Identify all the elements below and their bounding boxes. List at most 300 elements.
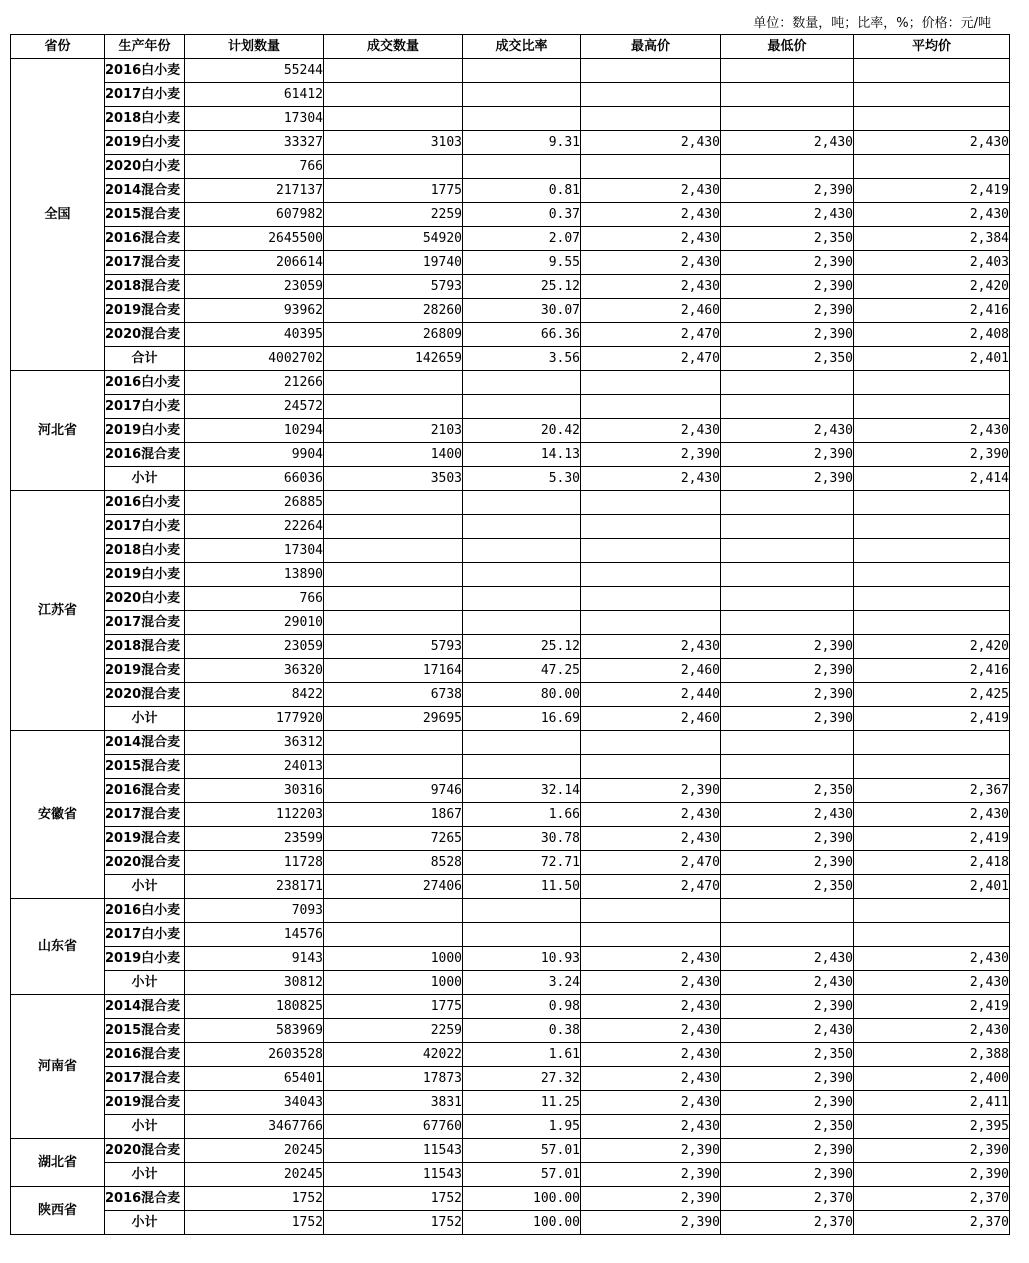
planned-quantity-cell: 29010 (185, 611, 324, 635)
average-price-cell: 2,430 (854, 971, 1010, 995)
lowest-price-cell (721, 899, 854, 923)
table-row (11, 803, 1010, 827)
average-price-cell (854, 515, 1010, 539)
trade-ratio-cell: 80.00 (463, 683, 581, 707)
province-cell: 河南省 (11, 995, 105, 1139)
traded-quantity-cell (324, 731, 463, 755)
highest-price-cell (581, 83, 721, 107)
production-year-cell: 2014混合麦 (105, 731, 185, 755)
highest-price-cell: 2,440 (581, 683, 721, 707)
highest-price-cell: 2,470 (581, 851, 721, 875)
highest-price-cell (581, 731, 721, 755)
highest-price-cell: 2,430 (581, 131, 721, 155)
header-traded-quantity: 成交数量 (324, 35, 463, 59)
table-row (11, 1019, 1010, 1043)
traded-quantity-cell: 54920 (324, 227, 463, 251)
traded-quantity-cell: 1000 (324, 971, 463, 995)
average-price-cell: 2,418 (854, 851, 1010, 875)
production-year-cell: 2017混合麦 (105, 251, 185, 275)
trade-ratio-cell: 11.50 (463, 875, 581, 899)
trade-ratio-cell: 30.07 (463, 299, 581, 323)
table-body (11, 59, 1010, 1235)
production-year-cell: 小计 (105, 1163, 185, 1187)
table-row (11, 419, 1010, 443)
province-cell: 安徽省 (11, 731, 105, 899)
traded-quantity-cell: 11543 (324, 1139, 463, 1163)
planned-quantity-cell: 93962 (185, 299, 324, 323)
average-price-cell: 2,420 (854, 635, 1010, 659)
table-row (11, 371, 1010, 395)
average-price-cell (854, 395, 1010, 419)
average-price-cell: 2,390 (854, 1163, 1010, 1187)
trade-ratio-cell (463, 539, 581, 563)
planned-quantity-cell: 24013 (185, 755, 324, 779)
planned-quantity-cell: 1752 (185, 1211, 324, 1235)
highest-price-cell: 2,430 (581, 995, 721, 1019)
production-year-cell: 2018混合麦 (105, 635, 185, 659)
trade-ratio-cell: 66.36 (463, 323, 581, 347)
planned-quantity-cell: 3467766 (185, 1115, 324, 1139)
production-year-cell: 2019混合麦 (105, 299, 185, 323)
trade-ratio-cell: 100.00 (463, 1187, 581, 1211)
average-price-cell (854, 539, 1010, 563)
average-price-cell: 2,430 (854, 803, 1010, 827)
highest-price-cell: 2,390 (581, 1187, 721, 1211)
planned-quantity-cell: 26885 (185, 491, 324, 515)
production-year-cell: 2017混合麦 (105, 803, 185, 827)
production-year-cell: 2020白小麦 (105, 155, 185, 179)
traded-quantity-cell: 29695 (324, 707, 463, 731)
planned-quantity-cell: 9904 (185, 443, 324, 467)
highest-price-cell: 2,390 (581, 779, 721, 803)
planned-quantity-cell: 1752 (185, 1187, 324, 1211)
lowest-price-cell: 2,390 (721, 275, 854, 299)
planned-quantity-cell: 30812 (185, 971, 324, 995)
planned-quantity-cell: 4002702 (185, 347, 324, 371)
production-year-cell: 2017白小麦 (105, 83, 185, 107)
lowest-price-cell: 2,430 (721, 947, 854, 971)
highest-price-cell: 2,430 (581, 1115, 721, 1139)
lowest-price-cell: 2,390 (721, 1067, 854, 1091)
lowest-price-cell (721, 611, 854, 635)
planned-quantity-cell: 23599 (185, 827, 324, 851)
lowest-price-cell: 2,390 (721, 299, 854, 323)
highest-price-cell (581, 395, 721, 419)
planned-quantity-cell: 17304 (185, 107, 324, 131)
province-cell: 全国 (11, 59, 105, 371)
trade-ratio-cell: 0.37 (463, 203, 581, 227)
traded-quantity-cell (324, 539, 463, 563)
production-year-cell: 2016白小麦 (105, 371, 185, 395)
production-year-cell: 2020混合麦 (105, 851, 185, 875)
average-price-cell: 2,419 (854, 827, 1010, 851)
traded-quantity-cell: 1867 (324, 803, 463, 827)
trade-ratio-cell: 3.56 (463, 347, 581, 371)
highest-price-cell (581, 539, 721, 563)
highest-price-cell (581, 515, 721, 539)
trade-ratio-cell (463, 899, 581, 923)
production-year-cell: 2016白小麦 (105, 491, 185, 515)
province-cell: 山东省 (11, 899, 105, 995)
average-price-cell: 2,390 (854, 1139, 1010, 1163)
production-year-cell: 2016混合麦 (105, 1187, 185, 1211)
planned-quantity-cell: 10294 (185, 419, 324, 443)
table-row (11, 827, 1010, 851)
average-price-cell: 2,370 (854, 1211, 1010, 1235)
average-price-cell: 2,395 (854, 1115, 1010, 1139)
table-row (11, 443, 1010, 467)
production-year-cell: 小计 (105, 467, 185, 491)
traded-quantity-cell (324, 923, 463, 947)
average-price-cell: 2,416 (854, 659, 1010, 683)
production-year-cell: 2019白小麦 (105, 563, 185, 587)
trade-ratio-cell: 0.38 (463, 1019, 581, 1043)
traded-quantity-cell: 19740 (324, 251, 463, 275)
highest-price-cell: 2,430 (581, 1043, 721, 1067)
lowest-price-cell: 2,390 (721, 995, 854, 1019)
auction-results-table (10, 34, 1010, 1235)
table-row (11, 83, 1010, 107)
traded-quantity-cell: 2259 (324, 1019, 463, 1043)
table-row (11, 395, 1010, 419)
trade-ratio-cell: 25.12 (463, 275, 581, 299)
traded-quantity-cell: 1775 (324, 995, 463, 1019)
planned-quantity-cell: 583969 (185, 1019, 324, 1043)
table-row (11, 59, 1010, 83)
table-row (11, 227, 1010, 251)
lowest-price-cell: 2,350 (721, 1043, 854, 1067)
traded-quantity-cell: 5793 (324, 275, 463, 299)
average-price-cell: 2,430 (854, 1019, 1010, 1043)
lowest-price-cell: 2,390 (721, 467, 854, 491)
trade-ratio-cell: 3.24 (463, 971, 581, 995)
highest-price-cell: 2,470 (581, 875, 721, 899)
highest-price-cell: 2,430 (581, 1091, 721, 1115)
trade-ratio-cell (463, 611, 581, 635)
table-row (11, 563, 1010, 587)
average-price-cell: 2,430 (854, 947, 1010, 971)
traded-quantity-cell: 9746 (324, 779, 463, 803)
average-price-cell (854, 83, 1010, 107)
trade-ratio-cell: 1.95 (463, 1115, 581, 1139)
production-year-cell: 2017白小麦 (105, 923, 185, 947)
trade-ratio-cell: 20.42 (463, 419, 581, 443)
production-year-cell: 2018混合麦 (105, 275, 185, 299)
highest-price-cell: 2,390 (581, 1139, 721, 1163)
highest-price-cell: 2,430 (581, 971, 721, 995)
traded-quantity-cell: 42022 (324, 1043, 463, 1067)
planned-quantity-cell: 23059 (185, 275, 324, 299)
highest-price-cell (581, 371, 721, 395)
table-row (11, 1043, 1010, 1067)
highest-price-cell: 2,390 (581, 1211, 721, 1235)
production-year-cell: 2018白小麦 (105, 539, 185, 563)
traded-quantity-cell (324, 563, 463, 587)
planned-quantity-cell: 238171 (185, 875, 324, 899)
traded-quantity-cell (324, 155, 463, 179)
highest-price-cell (581, 611, 721, 635)
lowest-price-cell (721, 371, 854, 395)
planned-quantity-cell: 2603528 (185, 1043, 324, 1067)
table-row (11, 851, 1010, 875)
trade-ratio-cell: 0.81 (463, 179, 581, 203)
average-price-cell: 2,430 (854, 131, 1010, 155)
production-year-cell: 2014混合麦 (105, 179, 185, 203)
trade-ratio-cell: 1.66 (463, 803, 581, 827)
average-price-cell (854, 563, 1010, 587)
traded-quantity-cell: 1400 (324, 443, 463, 467)
trade-ratio-cell: 25.12 (463, 635, 581, 659)
traded-quantity-cell: 17164 (324, 659, 463, 683)
average-price-cell: 2,388 (854, 1043, 1010, 1067)
production-year-cell: 2017白小麦 (105, 515, 185, 539)
table-row (11, 491, 1010, 515)
production-year-cell: 2019混合麦 (105, 1091, 185, 1115)
traded-quantity-cell (324, 83, 463, 107)
average-price-cell: 2,400 (854, 1067, 1010, 1091)
highest-price-cell: 2,470 (581, 347, 721, 371)
average-price-cell: 2,430 (854, 419, 1010, 443)
trade-ratio-cell: 5.30 (463, 467, 581, 491)
highest-price-cell (581, 899, 721, 923)
traded-quantity-cell (324, 587, 463, 611)
lowest-price-cell (721, 515, 854, 539)
table-row (11, 899, 1010, 923)
planned-quantity-cell: 7093 (185, 899, 324, 923)
lowest-price-cell: 2,350 (721, 779, 854, 803)
traded-quantity-cell: 28260 (324, 299, 463, 323)
average-price-cell: 2,411 (854, 1091, 1010, 1115)
trade-ratio-cell (463, 107, 581, 131)
table-row (11, 323, 1010, 347)
trade-ratio-cell: 47.25 (463, 659, 581, 683)
table-row (11, 1067, 1010, 1091)
average-price-cell (854, 107, 1010, 131)
production-year-cell: 小计 (105, 875, 185, 899)
average-price-cell (854, 587, 1010, 611)
traded-quantity-cell: 27406 (324, 875, 463, 899)
production-year-cell: 2019白小麦 (105, 947, 185, 971)
highest-price-cell (581, 107, 721, 131)
table-row (11, 1139, 1010, 1163)
average-price-cell (854, 491, 1010, 515)
traded-quantity-cell: 142659 (324, 347, 463, 371)
header-planned-quantity: 计划数量 (185, 35, 324, 59)
header-average-price: 平均价 (854, 35, 1010, 59)
table-row (11, 515, 1010, 539)
table-row (11, 635, 1010, 659)
production-year-cell: 2015混合麦 (105, 755, 185, 779)
traded-quantity-cell (324, 755, 463, 779)
table-row (11, 1115, 1010, 1139)
lowest-price-cell: 2,390 (721, 251, 854, 275)
planned-quantity-cell: 607982 (185, 203, 324, 227)
average-price-cell: 2,367 (854, 779, 1010, 803)
production-year-cell: 2017混合麦 (105, 1067, 185, 1091)
table-row (11, 107, 1010, 131)
traded-quantity-cell (324, 515, 463, 539)
header-lowest-price: 最低价 (721, 35, 854, 59)
lowest-price-cell: 2,430 (721, 203, 854, 227)
table-row (11, 755, 1010, 779)
production-year-cell: 小计 (105, 971, 185, 995)
traded-quantity-cell (324, 899, 463, 923)
production-year-cell: 2017白小麦 (105, 395, 185, 419)
table-row (11, 1091, 1010, 1115)
trade-ratio-cell (463, 755, 581, 779)
highest-price-cell: 2,430 (581, 803, 721, 827)
header-trade-ratio: 成交比率 (463, 35, 581, 59)
lowest-price-cell (721, 923, 854, 947)
highest-price-cell: 2,390 (581, 443, 721, 467)
average-price-cell: 2,370 (854, 1187, 1010, 1211)
lowest-price-cell: 2,390 (721, 659, 854, 683)
lowest-price-cell (721, 731, 854, 755)
highest-price-cell (581, 59, 721, 83)
traded-quantity-cell: 3503 (324, 467, 463, 491)
table-row (11, 659, 1010, 683)
highest-price-cell: 2,430 (581, 179, 721, 203)
highest-price-cell: 2,460 (581, 299, 721, 323)
highest-price-cell: 2,430 (581, 275, 721, 299)
highest-price-cell: 2,430 (581, 251, 721, 275)
planned-quantity-cell: 180825 (185, 995, 324, 1019)
highest-price-cell: 2,430 (581, 227, 721, 251)
production-year-cell: 2020混合麦 (105, 1139, 185, 1163)
average-price-cell (854, 59, 1010, 83)
table-row (11, 1187, 1010, 1211)
trade-ratio-cell (463, 563, 581, 587)
province-cell: 江苏省 (11, 491, 105, 731)
planned-quantity-cell: 22264 (185, 515, 324, 539)
traded-quantity-cell: 11543 (324, 1163, 463, 1187)
lowest-price-cell: 2,430 (721, 1019, 854, 1043)
traded-quantity-cell: 8528 (324, 851, 463, 875)
traded-quantity-cell (324, 371, 463, 395)
table-row (11, 275, 1010, 299)
lowest-price-cell (721, 755, 854, 779)
lowest-price-cell: 2,350 (721, 227, 854, 251)
average-price-cell (854, 731, 1010, 755)
table-row (11, 923, 1010, 947)
production-year-cell: 2020混合麦 (105, 323, 185, 347)
production-year-cell: 2016混合麦 (105, 227, 185, 251)
traded-quantity-cell: 1000 (324, 947, 463, 971)
average-price-cell (854, 899, 1010, 923)
planned-quantity-cell: 11728 (185, 851, 324, 875)
traded-quantity-cell: 7265 (324, 827, 463, 851)
trade-ratio-cell (463, 83, 581, 107)
table-row (11, 731, 1010, 755)
production-year-cell: 2016白小麦 (105, 899, 185, 923)
production-year-cell: 2020混合麦 (105, 683, 185, 707)
trade-ratio-cell (463, 731, 581, 755)
production-year-cell: 2015混合麦 (105, 203, 185, 227)
trade-ratio-cell (463, 923, 581, 947)
highest-price-cell (581, 155, 721, 179)
average-price-cell: 2,430 (854, 203, 1010, 227)
planned-quantity-cell: 34043 (185, 1091, 324, 1115)
trade-ratio-cell: 11.25 (463, 1091, 581, 1115)
trade-ratio-cell (463, 371, 581, 395)
unit-note: 单位：数量，吨；比率，%；价格：元/吨 (753, 16, 991, 31)
average-price-cell: 2,403 (854, 251, 1010, 275)
planned-quantity-cell: 766 (185, 155, 324, 179)
production-year-cell: 2019白小麦 (105, 419, 185, 443)
highest-price-cell: 2,430 (581, 467, 721, 491)
lowest-price-cell: 2,390 (721, 851, 854, 875)
highest-price-cell: 2,430 (581, 1067, 721, 1091)
trade-ratio-cell (463, 59, 581, 83)
lowest-price-cell: 2,390 (721, 635, 854, 659)
trade-ratio-cell: 100.00 (463, 1211, 581, 1235)
average-price-cell: 2,416 (854, 299, 1010, 323)
table-row (11, 779, 1010, 803)
trade-ratio-cell (463, 395, 581, 419)
production-year-cell: 2018白小麦 (105, 107, 185, 131)
planned-quantity-cell: 177920 (185, 707, 324, 731)
table-row (11, 683, 1010, 707)
table-row (11, 203, 1010, 227)
average-price-cell: 2,419 (854, 179, 1010, 203)
trade-ratio-cell (463, 155, 581, 179)
table-row (11, 179, 1010, 203)
lowest-price-cell: 2,350 (721, 1115, 854, 1139)
production-year-cell: 小计 (105, 707, 185, 731)
lowest-price-cell: 2,390 (721, 1091, 854, 1115)
highest-price-cell (581, 491, 721, 515)
planned-quantity-cell: 17304 (185, 539, 324, 563)
traded-quantity-cell: 1752 (324, 1211, 463, 1235)
lowest-price-cell: 2,430 (721, 131, 854, 155)
lowest-price-cell (721, 107, 854, 131)
province-cell: 湖北省 (11, 1139, 105, 1187)
production-year-cell: 2019白小麦 (105, 131, 185, 155)
table-row (11, 707, 1010, 731)
lowest-price-cell: 2,370 (721, 1211, 854, 1235)
planned-quantity-cell: 66036 (185, 467, 324, 491)
traded-quantity-cell: 17873 (324, 1067, 463, 1091)
planned-quantity-cell: 30316 (185, 779, 324, 803)
trade-ratio-cell: 2.07 (463, 227, 581, 251)
traded-quantity-cell: 2259 (324, 203, 463, 227)
traded-quantity-cell (324, 59, 463, 83)
planned-quantity-cell: 112203 (185, 803, 324, 827)
lowest-price-cell (721, 155, 854, 179)
traded-quantity-cell (324, 107, 463, 131)
average-price-cell (854, 371, 1010, 395)
production-year-cell: 小计 (105, 1211, 185, 1235)
header-province: 省份 (11, 35, 105, 59)
traded-quantity-cell: 3103 (324, 131, 463, 155)
province-cell: 河北省 (11, 371, 105, 491)
production-year-cell: 2016混合麦 (105, 1043, 185, 1067)
highest-price-cell (581, 587, 721, 611)
highest-price-cell: 2,430 (581, 827, 721, 851)
production-year-cell: 2019混合麦 (105, 827, 185, 851)
lowest-price-cell: 2,390 (721, 1163, 854, 1187)
trade-ratio-cell: 57.01 (463, 1163, 581, 1187)
production-year-cell: 2015混合麦 (105, 1019, 185, 1043)
planned-quantity-cell: 206614 (185, 251, 324, 275)
planned-quantity-cell: 36320 (185, 659, 324, 683)
production-year-cell: 2017混合麦 (105, 611, 185, 635)
traded-quantity-cell (324, 491, 463, 515)
trade-ratio-cell: 72.71 (463, 851, 581, 875)
average-price-cell: 2,384 (854, 227, 1010, 251)
lowest-price-cell: 2,430 (721, 971, 854, 995)
production-year-cell: 2014混合麦 (105, 995, 185, 1019)
